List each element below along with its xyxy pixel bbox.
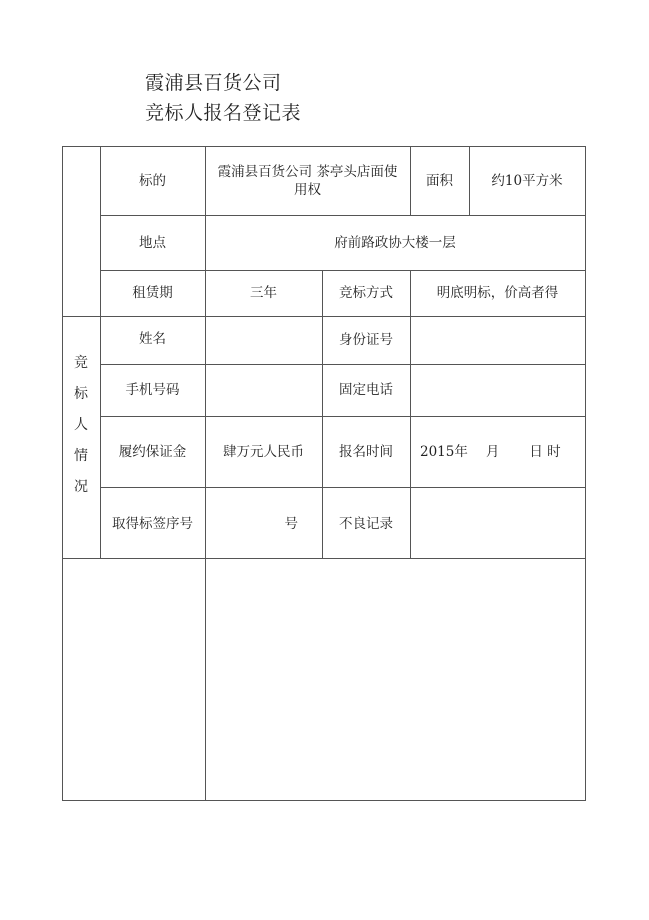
notes-left-cell[interactable] — [62, 558, 205, 800]
bad-record-field[interactable] — [410, 487, 585, 558]
deposit-label: 履约保证金 — [118, 443, 187, 460]
id-number-field[interactable] — [410, 316, 585, 364]
name-field[interactable] — [205, 316, 322, 364]
sequence-label: 取得标签序号 — [112, 516, 193, 532]
landline-field[interactable] — [410, 364, 585, 416]
deposit-value: 肆万元人民币 — [223, 443, 304, 460]
location-value: 府前路政协大楼一层 — [334, 234, 456, 251]
id-number-label: 身份证号 — [339, 332, 393, 348]
area-value: 约10平方米 — [491, 172, 563, 189]
lease-value: 三年 — [250, 285, 277, 301]
area-label: 面积 — [426, 172, 453, 189]
sequence-suffix: 号 — [284, 516, 298, 532]
mobile-field[interactable] — [205, 364, 322, 416]
location-label: 地点 — [139, 234, 166, 251]
bid-method-value: 明底明标，价高者得 — [436, 285, 559, 301]
notes-right-cell[interactable] — [205, 558, 585, 800]
reg-month: 月 — [485, 443, 500, 460]
lease-label: 租赁期 — [132, 285, 173, 301]
reg-day-hour: 日 时 — [529, 443, 561, 460]
reg-year: 2015年 — [420, 443, 468, 460]
sequence-field[interactable] — [205, 487, 322, 558]
registration-time-value[interactable] — [410, 416, 585, 487]
company-name: 霞浦县百货公司 — [145, 72, 282, 94]
bidder-section-char: 况 — [74, 479, 88, 495]
bidder-section-label — [62, 348, 100, 503]
name-label: 姓名 — [139, 331, 166, 347]
form-title: 竞标人报名登记表 — [145, 102, 302, 124]
bidder-section-char: 标 — [74, 386, 88, 402]
mobile-label: 手机号码 — [125, 382, 180, 398]
landline-label: 固定电话 — [339, 382, 393, 398]
bad-record-label: 不良记录 — [339, 516, 393, 532]
subject-label: 标的 — [139, 172, 166, 189]
bidder-section-char: 人 — [74, 417, 88, 433]
subject-value: 霞浦县百货公司 茶亭头店面使用权 — [217, 163, 398, 198]
bidder-section-char: 情 — [74, 448, 88, 464]
bid-method-label: 竞标方式 — [339, 285, 393, 301]
registration-time-label: 报名时间 — [339, 443, 393, 460]
bidder-section-char: 竞 — [74, 355, 88, 371]
